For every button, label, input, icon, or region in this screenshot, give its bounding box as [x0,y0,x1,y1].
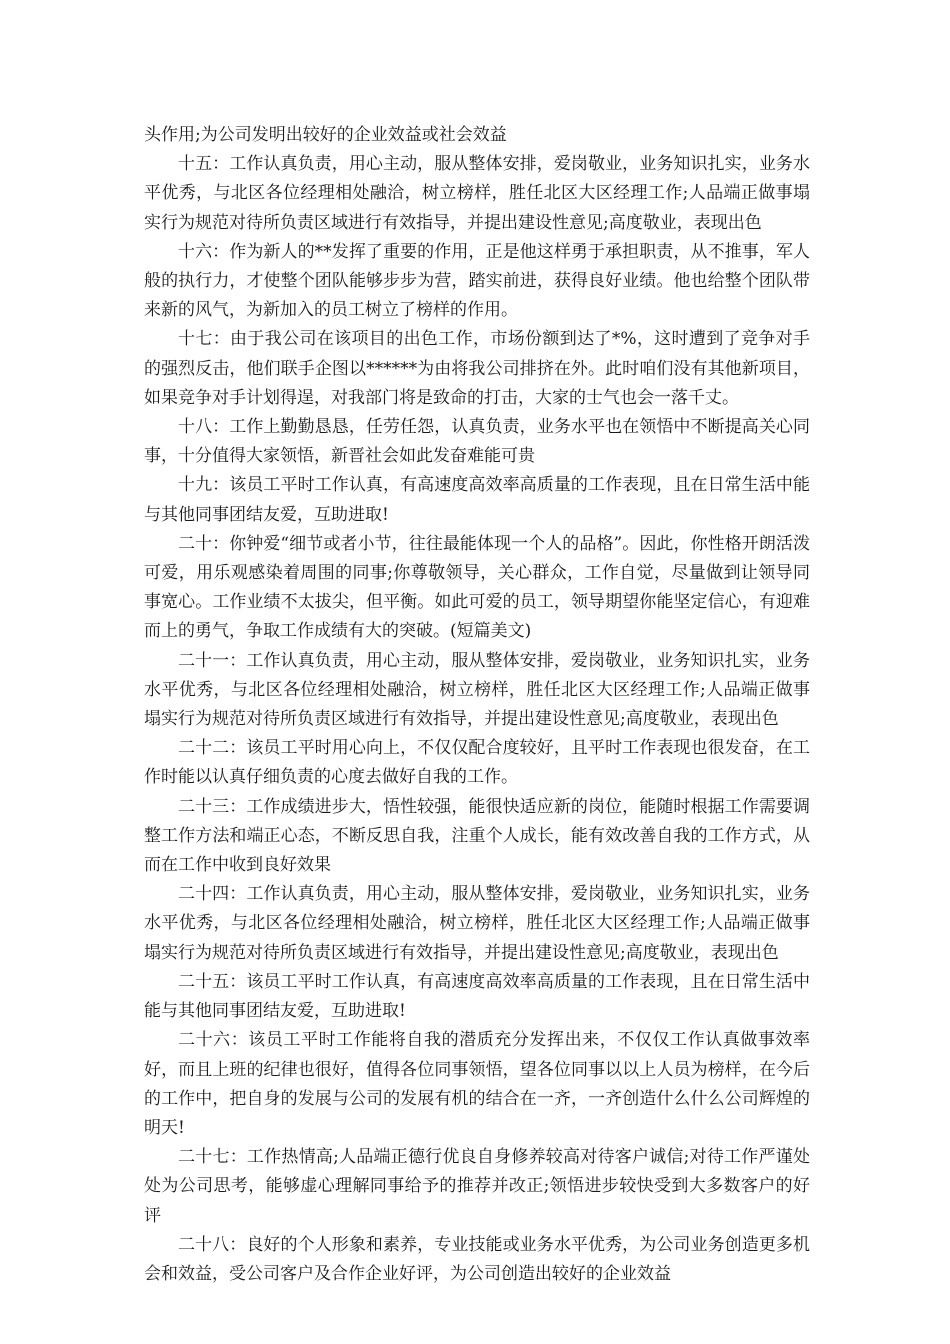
document-page [144,121,810,1289]
paragraph-24: 二十四：工作认真负责，用心主动，服从整体安排，爱岗敬业，业务知识扎实，业务水平优秀，与北区各位经理相处融洽，树立榜样，胜任北区大区经理工作;人品端正做事塌实行为规范对待所负责区域进行有效指导，并提出建设性意见;高度敬业，表现出色 [144,884,810,963]
paragraph-15: 十五：工作认真负责，用心主动，服从整体安排，爱岗敬业，业务知识扎实，业务水平优秀，与北区各位经理相处融洽，树立榜样，胜任北区大区经理工作;人品端正做事塌实行为规范对待所负责区域进行有效指导，并提出建设性意见;高度敬业，表现出色 [144,154,810,233]
paragraph-22: 二十二：该员工平时用心向上，不仅仅配合度较好，且平时工作表现也很发奋，在工作时能以认真仔细负责的心度去做好自我的工作。 [144,738,810,788]
paragraph-26: 二十六：该员工平时工作能将自我的潜质充分发挥出来，不仅仅工作认真做事效率好，而且上班的纪律也很好，值得各位同事领悟，望各位同事以以上人员为榜样，在今后的工作中，把自身的发展与公司的发展有机的结合在一齐，一齐创造什么什么公司辉煌的明天! [144,1030,810,1138]
paragraph-continued: 头作用;为公司发明出较好的企业效益或社会效益 [144,125,507,145]
paragraph-21: 二十一：工作认真负责，用心主动，服从整体安排，爱岗敬业，业务知识扎实，业务水平优秀，与北区各位经理相处融洽，树立榜样，胜任北区大区经理工作;人品端正做事塌实行为规范对待所负责区域进行有效指导，并提出建设性意见;高度敬业，表现出色 [144,650,810,730]
paragraph-16: 十六：作为新人的**发挥了重要的作用，正是他这样勇于承担职责，从不推事，军人般的执行力，才使整个团队能够步步为营，踏实前进，获得良好业绩。他也给整个团队带来新的风气，为新加入的员工树立了榜样的作用。 [144,241,810,321]
paragraph-28: 二十八：良好的个人形象和素养，专业技能或业务水平优秀，为公司业务创造更多机会和效益，受公司客户及合作企业好评，为公司创造出较好的企业效益 [144,1234,810,1284]
paragraph-27: 二十七：工作热情高;人品端正德行优良自身修养较高对待客户诚信;对待工作严谨处处为公司思考，能够虚心理解同事给予的推荐并改正;领悟进步较快受到大多数客户的好评 [144,1147,810,1226]
paragraph-19: 十九：该员工平时工作认真，有高速度高效率高质量的工作表现，且在日常生活中能与其他同事团结友爱，互助进取! [144,475,810,525]
paragraph-25: 二十五：该员工平时工作认真，有高速度高效率高质量的工作表现，且在日常生活中能与其他同事团结友爱，互助进取! [144,971,810,1022]
paragraph-20: 二十：你钟爱“细节或者小节，往往最能体现一个人的品格”。因此，你性格开朗活泼可爱，用乐观感染着周围的同事;你尊敬领导，关心群众，工作自觉，尽量做到让领导同事宽心。工作业绩不太拔尖，但平衡。如此可爱的员工，领导期望你能坚定信心，有迎难而上的勇气，争取工作成绩有大的突破。(短篇美文) [144,533,810,642]
paragraph-17: 十七：由于我公司在该项目的出色工作，市场份额到达了*%，这时遭到了竞争对手的强烈反击，他们联手企图以******为由将我公司排挤在外。此时咱们没有其他新项目，如果竞争对手计划得逞，对我部门将是致命的打击，大家的士气也会一落千丈。 [144,329,810,408]
paragraph-18: 十八：工作上勤勤恳恳，任劳任怨，认真负责，业务水平也在领悟中不断提高关心同事，十分值得大家领悟，新晋社会如此发奋难能可贵 [144,417,810,467]
paragraph-23: 二十三：工作成绩进步大，悟性较强，能很快适应新的岗位，能随时根据工作需要调整工作方法和端正心态，不断反思自我，注重个人成长，能有效改善自我的工作方式，从而在工作中收到良好效果 [144,796,810,876]
